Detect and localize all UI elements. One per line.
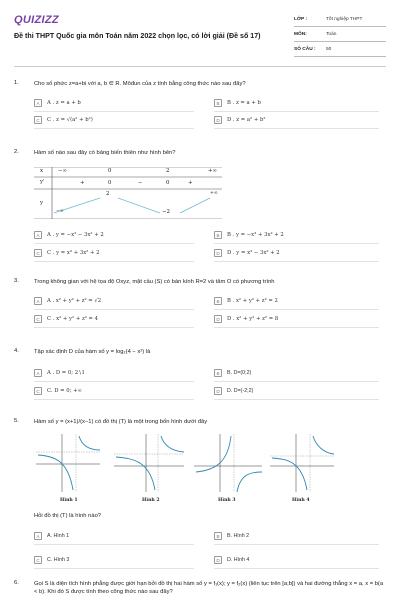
x-value: −∞ (58, 168, 68, 174)
option-divider (34, 544, 194, 545)
yprime-sign: + (188, 180, 193, 186)
yprime-sign: + (80, 180, 85, 186)
option-letter-box: C (34, 249, 42, 257)
question-text: Gọi S là diện tích hình phẳng được giới hạn bởi đồ thị hai hàm số y = f₁(x); y = f₂(x) (liên tục trên [a;b]) và hai đường thẳng x = a, x = b(a < b). Khi đó S được tính theo công thức nào sau đây? (34, 581, 384, 595)
question-number: 2. (14, 149, 19, 155)
yprime-sign: − (138, 180, 143, 186)
option-d[interactable] (214, 385, 253, 397)
option-a[interactable] (34, 229, 104, 241)
option-letter-box: A (34, 369, 42, 377)
variation-table (34, 167, 222, 219)
option-letter-box: A (34, 297, 42, 305)
option-divider (214, 544, 379, 545)
question-4 (14, 348, 386, 408)
question-text: Hàm số nào sau đây có bảng biến thiên như hình bên? (34, 150, 176, 156)
graph-label-4: Hình 4 (292, 498, 310, 503)
option-text: B . x² + y² + z² = 2 (227, 298, 278, 304)
option-letter-box: C (34, 116, 42, 124)
graph-hinh-4 (270, 434, 334, 492)
meta-table (294, 12, 386, 57)
graph-drawings (34, 432, 334, 502)
option-text: B . z = a + b (227, 100, 261, 106)
option-letter-box: B (214, 297, 222, 305)
meta-key: LỚP : (294, 16, 308, 22)
question-text: Tập xác định D của hàm số y = log₂(4 − x²) là (34, 349, 151, 355)
option-letter-box: D (214, 116, 222, 124)
option-divider (214, 261, 379, 262)
question-6 (14, 580, 386, 600)
option-letter-box: C (34, 315, 42, 323)
option-letter-box: C (34, 556, 42, 564)
option-divider (214, 399, 379, 400)
option-c[interactable] (34, 554, 69, 566)
option-d[interactable] (214, 114, 266, 126)
option-text: A . z = a + b (47, 100, 81, 106)
option-text: C . z = √(a² + b²) (47, 117, 93, 123)
option-letter-box: C (34, 387, 42, 395)
option-text: C. D = 0; +∞ (47, 388, 82, 394)
graph-hinh-3 (194, 434, 262, 492)
meta-value: 50 (326, 46, 332, 52)
question-1 (14, 80, 386, 140)
option-divider (214, 243, 379, 244)
row-label-y: y (40, 200, 44, 206)
option-divider (34, 111, 194, 112)
option-b[interactable] (214, 97, 261, 109)
meta-value: Toán (326, 31, 337, 37)
question-number: 4. (14, 348, 19, 354)
graph-hinh-1 (36, 434, 100, 492)
y-value: +∞ (210, 191, 218, 196)
question-number: 6. (14, 580, 19, 586)
meta-row-subject (294, 27, 386, 42)
y-value: 2 (106, 191, 110, 197)
option-text: B . y = −x³ + 3x² + 2 (227, 232, 284, 238)
option-divider (34, 243, 194, 244)
option-letter-box: A (34, 99, 42, 107)
option-text: A. Hình 1 (47, 533, 70, 539)
x-value: 2 (166, 168, 170, 174)
option-c[interactable] (34, 313, 98, 325)
meta-key: SỐ CÂU : (294, 46, 316, 52)
option-letter-box: D (214, 387, 222, 395)
option-divider (214, 327, 379, 328)
option-c[interactable] (34, 114, 93, 126)
meta-row-count (294, 42, 386, 57)
option-text: C. Hình 3 (47, 557, 70, 563)
question-text: Hàm số y = (x+1)/(x−1) có đồ thị (T) là một trong bốn hình dưới đây (34, 419, 208, 425)
option-divider (34, 128, 194, 129)
graph-hinh-2 (114, 434, 184, 492)
option-a[interactable] (34, 530, 69, 542)
row-label-yprime: y' (40, 179, 45, 185)
y-value: −∞ (56, 209, 64, 214)
option-a[interactable] (34, 97, 81, 109)
option-text: A . y = −x³ − 3x² + 2 (47, 232, 104, 238)
header-divider (14, 66, 386, 67)
option-divider (214, 309, 379, 310)
option-text: A . x² + y² + z² = √2 (47, 298, 102, 304)
option-text: B. Hình 2 (227, 533, 250, 539)
option-a[interactable] (34, 295, 101, 307)
option-divider (34, 261, 194, 262)
option-divider (34, 399, 194, 400)
option-letter-box: B (214, 369, 222, 377)
option-divider (34, 568, 194, 569)
option-text: D. Hình 4 (227, 557, 250, 563)
question-text: Cho số phức z=a+bi với a, b ∈ R. Môđun của z tính bằng công thức nào sau đây? (34, 81, 246, 87)
option-text: A . D = 0; 2∖1 (47, 370, 85, 376)
option-divider (214, 111, 379, 112)
worksheet-title: Đề thi THPT Quốc gia môn Toán năm 2022 chọn lọc, có lời giải (Đề số 17) (14, 32, 261, 40)
option-b[interactable] (214, 229, 284, 241)
option-text: B. D=(0;2) (227, 370, 252, 376)
option-letter-box: D (214, 249, 222, 257)
x-value: 0 (108, 168, 112, 174)
option-text: D . x² + y² + z² = 8 (227, 316, 279, 322)
graph-figures (34, 432, 334, 512)
option-letter-box: D (214, 556, 222, 564)
yprime-zero: 0 (108, 180, 112, 186)
option-text: D . z = a² + b² (227, 117, 266, 123)
graph-label-2: Hình 2 (142, 498, 160, 503)
option-divider (34, 381, 194, 382)
option-divider (214, 568, 379, 569)
question-5 (14, 418, 386, 568)
option-divider (34, 327, 194, 328)
meta-row-class (294, 12, 386, 27)
option-divider (34, 309, 194, 310)
question-text: Trong không gian với hệ tọa độ Oxyz, mặt cầu (S) có bán kính R=2 và tâm O có phương trình (34, 279, 275, 285)
option-letter-box: B (214, 532, 222, 540)
graph-label-3: Hình 3 (218, 498, 236, 503)
option-letter-box: D (214, 315, 222, 323)
option-letter-box: A (34, 231, 42, 239)
question-3 (14, 278, 386, 338)
option-divider (214, 381, 379, 382)
row-label-x: x (40, 168, 44, 174)
option-a[interactable] (34, 367, 85, 379)
option-text: D. D=(-2;2) (227, 388, 254, 394)
x-value: +∞ (208, 168, 218, 174)
meta-value: Tốt nghiệp THPT (326, 16, 363, 22)
option-c[interactable] (34, 385, 82, 397)
question-number: 1. (14, 80, 19, 86)
option-b[interactable] (214, 367, 251, 379)
meta-key: MÔN: (294, 31, 307, 37)
option-divider (214, 128, 379, 129)
option-d[interactable] (214, 554, 249, 566)
question-number: 3. (14, 278, 19, 284)
worksheet-header (14, 12, 386, 64)
option-d[interactable] (214, 313, 278, 325)
option-b[interactable] (214, 295, 278, 307)
option-b[interactable] (214, 530, 249, 542)
option-text: D . y = x³ − 3x² + 2 (227, 250, 280, 256)
option-c[interactable] (34, 247, 99, 259)
option-letter-box: B (214, 99, 222, 107)
option-text: C . x² + y² + z² = 4 (47, 316, 99, 322)
quizizz-logo: QUIZIZZ (14, 14, 59, 26)
question-number: 5. (14, 418, 19, 424)
option-letter-box: B (214, 231, 222, 239)
yprime-zero: 0 (166, 180, 170, 186)
option-letter-box: A (34, 532, 42, 540)
y-value: −2 (162, 209, 170, 215)
question-subtext: Hỏi đồ thị (T) là hình nào? (34, 513, 102, 519)
option-text: C . y = x³ + 3x² + 2 (47, 250, 100, 256)
question-2 (14, 149, 386, 269)
graph-label-1: Hình 1 (60, 498, 78, 503)
option-d[interactable] (214, 247, 280, 259)
